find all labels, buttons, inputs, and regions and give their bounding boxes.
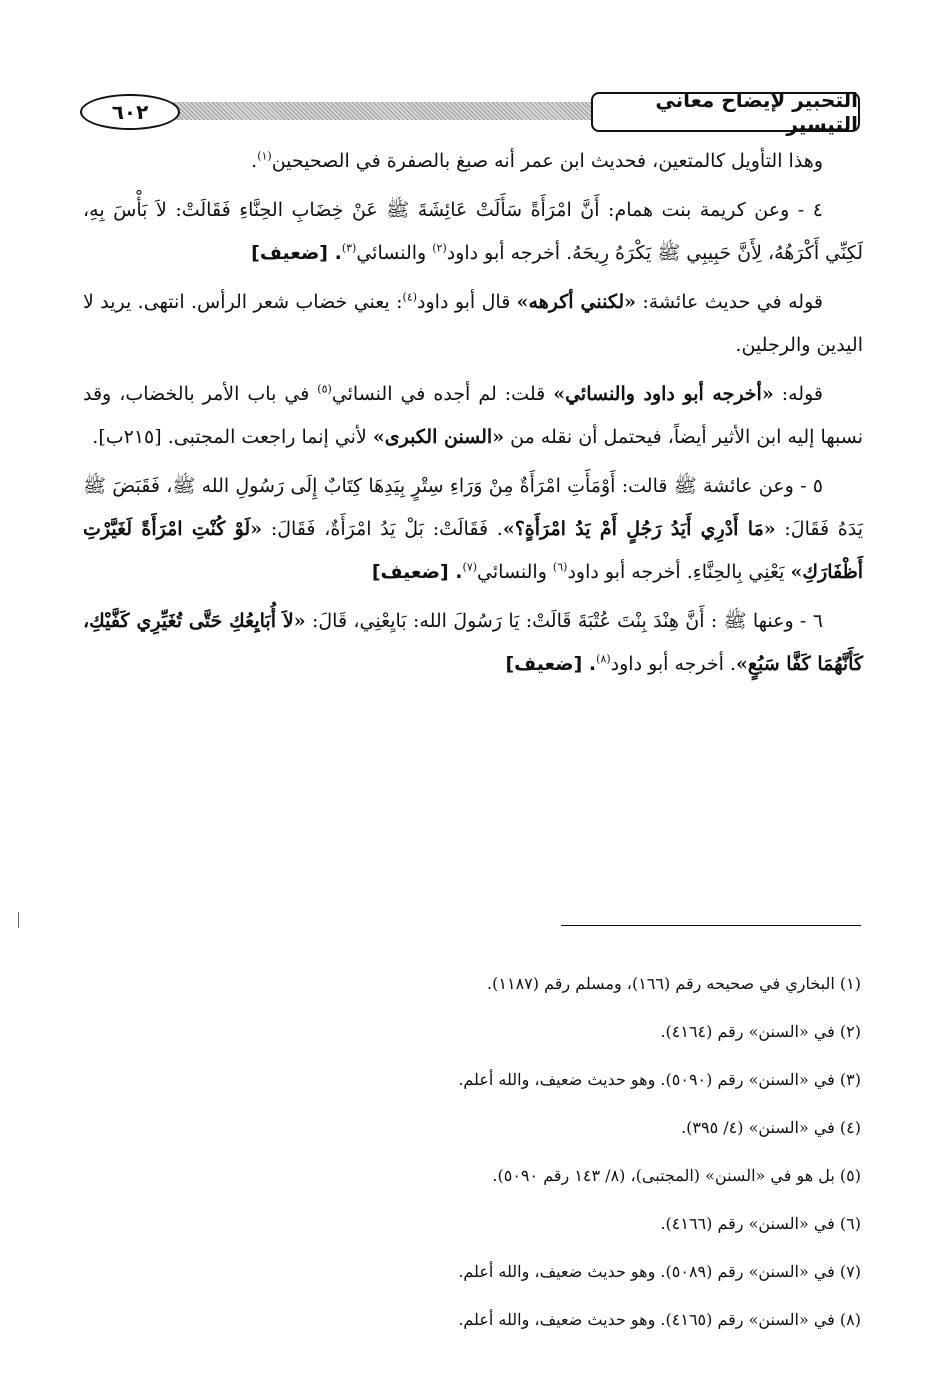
text: : يعني خضاب شعر الرأس. انتهى. يريد لا اليدين والرجلين. [83, 291, 863, 356]
grade-label: . [ضعيف] [371, 561, 463, 583]
footnote-3: (٣) في «السنن» رقم (٥٠٩٠). وهو حديث ضعيف، والله أعلم. [458, 1070, 861, 1089]
footnote-ref: (٣) [341, 241, 357, 255]
text: ٥ - وعن عائشة ﷺ قالت: أَوْمَأَتِ امْرَأَةٌ مِنْ وَرَاءِ سِتْرٍ بِيَدِهَا كِتَابٌ إِلَى رَسُولِ الله ﷺ، فَقَبَضَ ﷺ يَدَهُ فَقَالَ: [83, 475, 864, 540]
text: قوله في حديث عائشة: [636, 291, 823, 313]
margin-mark [18, 912, 19, 928]
text: لأني إنما راجعت المجتبى. [٢١٥ب]. [92, 426, 373, 448]
footnote-ref: (٥) [317, 382, 332, 396]
footnote-4: (٤) في «السنن» (٤/ ٣٩٥). [681, 1118, 861, 1137]
text: يَعْنِي بِالحِنَّاءِ. أخرجه أبو داود [567, 561, 791, 583]
main-text [83, 140, 863, 686]
text: قوله: [773, 383, 823, 405]
hadith-6 [83, 600, 863, 686]
footnote-ref: (٤) [402, 290, 418, 304]
footnote-7: (٧) في «السنن» رقم (٥٠٨٩). وهو حديث ضعيف، والله أعلم. [458, 1262, 861, 1281]
text: ٦ - وعنها ﷺ : أَنَّ هِنْدَ بِنْتَ عُتْبَةَ قَالَتْ: يَا رَسُولَ الله: بَايِعْنِي، قَالَ: [305, 610, 823, 632]
footnote-ref: (٧) [462, 560, 478, 574]
commentary-1 [83, 281, 863, 367]
quote: «مَا أَدْرِي أَيَدُ رَجُلٍ أَمْ يَدُ امْرَأَةٍ؟» [502, 518, 776, 540]
footnote-1: (١) البخاري في صحيحه رقم (١٦٦)، ومسلم رقم (١١٨٧). [487, 974, 861, 993]
footnote-ref: (١) [257, 149, 272, 163]
paragraph-1: وهذا التأويل كالمتعين، فحديث ابن عمر أنه صبغ بالصفرة في الصحيحين$^{(١)}$. [251, 149, 823, 172]
footnotes [81, 960, 861, 1344]
footnote-5: (٥) بل هو في «السنن» (المجتبى)، (٨/ ١٤٣ رقم ٥٠٩٠). [492, 1166, 861, 1185]
footnote-ref: (٨) [596, 652, 611, 666]
hadith-5 [83, 465, 863, 594]
footnote-2: (٢) في «السنن» رقم (٤١٦٤). [660, 1022, 861, 1041]
footnote-6: (٦) في «السنن» رقم (٤١٦٦). [660, 1214, 861, 1233]
hadith-4 [83, 189, 863, 275]
footnote-separator [561, 925, 861, 926]
text: وهذا التأويل كالمتعين، فحديث ابن عمر أنه صبغ بالصفرة في الصحيحين [271, 150, 823, 172]
quote: «أخرجه أبو داود والنسائي» [553, 383, 774, 405]
text: والنسائي [477, 561, 553, 583]
text: . أخرجه أبو داود [610, 653, 737, 675]
quote: «السنن الكبرى» [372, 426, 505, 448]
quote: «لَوْ كُنْتِ امْرَأَةً لَغَيَّرْتِ أَظْفَارَكِ» [83, 518, 863, 583]
footnote-8: (٨) في «السنن» رقم (٤١٦٥). وهو حديث ضعيف، والله أعلم. [458, 1310, 861, 1329]
commentary-2 [83, 373, 863, 459]
grade-label: . [ضعيف] [505, 653, 597, 675]
text: والنسائي [356, 242, 433, 264]
page-header [80, 88, 860, 136]
quote: «لكنني أكرهه» [516, 291, 636, 313]
text: في باب الأمر بالخضاب، وقد نسبها إليه ابن الأثير أيضاً، فيحتمل أن نقله من [83, 383, 863, 448]
footnote-ref: (٦) [552, 560, 568, 574]
text: قلت: لم أجده في النسائي [331, 383, 554, 405]
text: ٤ - وعن كريمة بنت همام: أَنَّ امْرَأَةً سَأَلَتْ عَائِشَةَ ﷺ عَنْ خِضَابِ الحِنَّاءِ فَقَالَتْ: لاَ بَأْسَ بِهِ، لَكِنِّي أَكْرَهُهُ، لِأَنَّ حَبِيبِي ﷺ يَكْرَهُ رِيحَهُ. أخرجه أبو داود [83, 199, 863, 264]
footnote-ref: (٢) [432, 241, 447, 255]
quote: «لاَ أُبَايِعُكِ حَتَّى تُغَيِّرِي كَفَّيْكِ، كَأَنَّهُمَا كَفَّا سَبُعٍ» [83, 610, 863, 675]
book-title: التحبير لإيضاح معاني التيسير [591, 92, 860, 132]
page-number: ٦٠٢ [80, 94, 180, 130]
grade-label: . [ضعيف] [251, 242, 342, 264]
text: قال أبو داود [417, 291, 517, 313]
text: . فَقَالَتْ: بَلْ يَدُ امْرَأَةٌ، فَقَالَ: [262, 518, 503, 540]
